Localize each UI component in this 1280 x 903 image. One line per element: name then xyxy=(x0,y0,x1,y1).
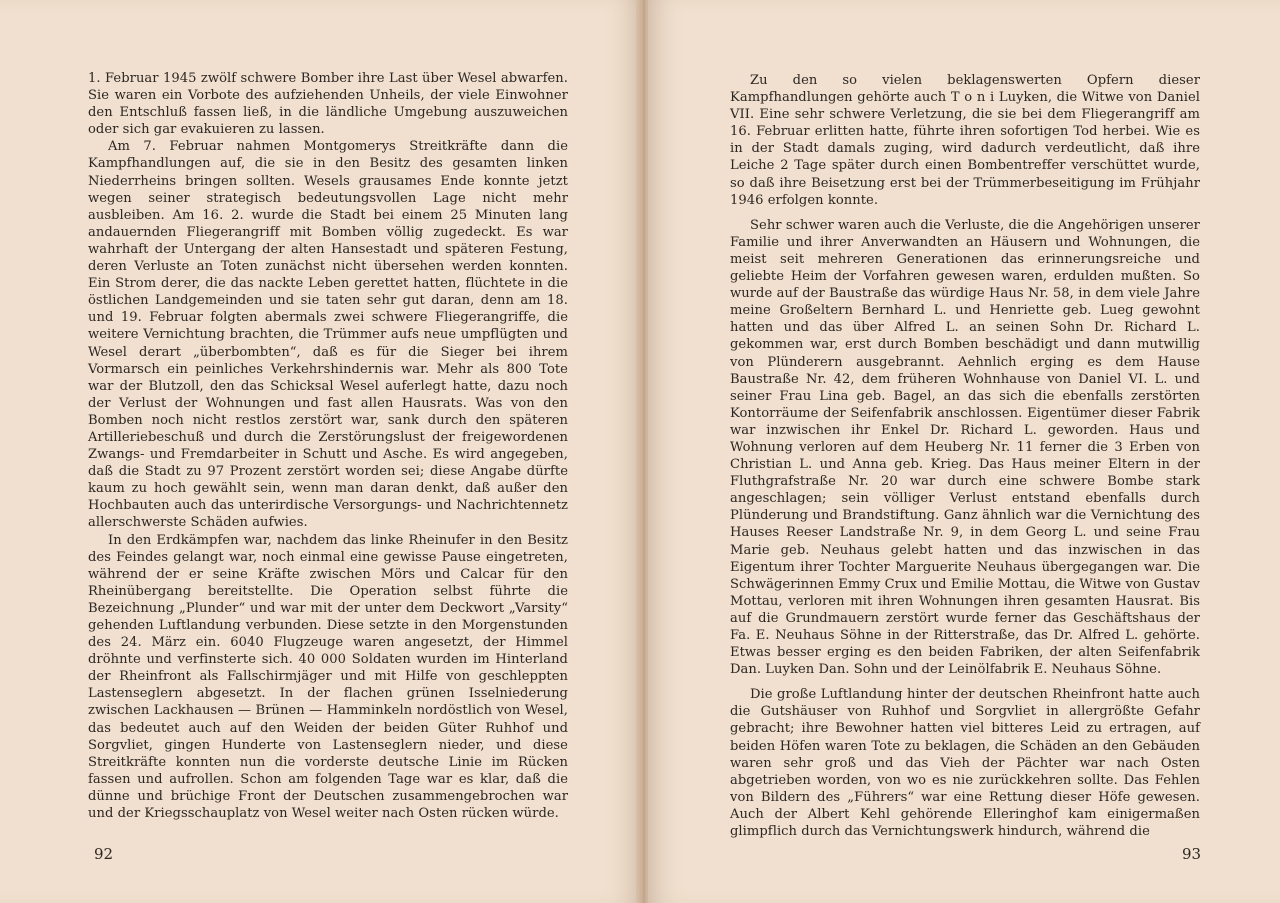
paragraph: Sehr schwer waren auch die Verluste, die die Angehörigen unserer Familie und ihrer Anverwandten an Häusern und Wohnungen, die meist seit mehreren Generationen das erinnerungsreiche und geliebte Heim der Vorfahren gewesen waren, erdulden mußten. So wurde auf der Baustraße das würdige Haus Nr. 58, in dem viele Jahre meine Großeltern Bernhard L. und Henriette geb. Lueg gewohnt hatten und das über Alfred L. an seinen Sohn Dr. Richard L. gekommen war, erst durch Bomben beschädigt und dann mutwillig von Plünderern ausgebrannt. Aehnlich erging es dem Hause Baustraße Nr. 42, dem früheren Wohnhause von Daniel VI. L. und seiner Frau Lina geb. Bagel, an das sich die ebenfalls zerstörten Kontorräume der Seifenfabrik anschlossen. Eigentümer dieser Fabrik war inzwischen ihr Enkel Dr. Richard L. geworden. Haus und Wohnung verloren auf dem Heuberg Nr. 11 ferner die 3 Erben von Christian L. und Anna geb. Krieg. Das Haus meiner Eltern in der Fluthgrafstraße Nr. 20 war durch eine schwere Bombe stark angeschlagen; sein völliger Verlust entstand ebenfalls durch Plünderung und Brandstiftung. Ganz ähnlich war die Vernichtung des Hauses Reeser Landstraße Nr. 9, in dem Georg L. und seine Frau Marie geb. Neuhaus gelebt hatten und das inzwischen in das Eigentum ihrer Tochter Marguerite Neuhaus übergegangen war. Die Schwägerinnen Emmy Crux und Emilie Mottau, die Witwe von Gustav Mottau, verloren mit ihren Wohnungen ihren gesamten Hausrat. Bis auf die Grundmauern zerstört wurde ferner das Geschäftshaus der Fa. E. Neuhaus Söhne in der Ritterstraße, das Dr. Alfred L. gehörte. Etwas besser erging es den beiden Fabriken, der alten Seifenfabrik Dan. Luyken Dan. Sohn und der Leinölfabrik E. Neuhaus Söhne. xyxy=(730,217,1200,678)
page-number: 93 xyxy=(1182,845,1202,863)
right-page-text xyxy=(730,72,1200,840)
paragraph: Die große Luftlandung hinter der deutschen Rheinfront hatte auch die Gutshäuser von Ruhhof und Sorgvliet in allergrößte Gefahr gebracht; ihre Bewohner hatten viel bitteres Leid zu ertragen, auf beiden Höfen waren Tote zu beklagen, die Schäden an den Gebäuden waren sehr groß und das Vieh der Pächter war nach Osten abgetrieben worden, von wo es nie zurückkehren sollte. Das Fehlen von Bildern des „Führers“ war eine Rettung dieser Höfe gewesen. Auch der Albert Kehl gehörende Elleringhof kam einigermaßen glimpflich durch das Vernichtungswerk hindurch, während die xyxy=(730,687,1200,840)
paragraph: In den Erdkämpfen war, nachdem das linke Rheinufer in den Besitz des Feindes gelangt war, noch einmal eine gewisse Pause eingetreten, während der er seine Kräfte zwischen Mörs und Calcar für den Rheinübergang bereitstellte. Die Operation selbst führte die Bezeichnung „Plunder“ und war mit der unter dem Deckwort „Varsity“ gehenden Luftlandung verbunden. Diese setzte in den Morgenstunden des 24. März ein. 6040 Flugzeuge waren angesetzt, der Himmel dröhnte und verfinsterte sich. 40 000 Soldaten wurden im Hinterland der Rheinfront als Fallschirmjäger und mit Hilfe von geschleppten Lastenseglern abgesetzt. In der flachen grünen Isselniederung zwischen Lackhausen — Brünen — Hamminkeln nordöstlich von Wesel, das bedeutet auch auf den Weiden der beiden Güter Ruhhof und Sorgvliet, gingen Hunderte von Lastenseglern nieder, und diese Streitkräfte konnten nun die vorderste deutsche Linie im Rücken fassen und aufrollen. Schon am folgenden Tage war es klar, daß die dünne und brüchige Front der Deutschen zusammengebrochen war und der Kriegsschauplatz von Wesel weiter nach Osten rücken würde. xyxy=(88,532,568,822)
paragraph: 1. Februar 1945 zwölf schwere Bomber ihre Last über Wesel abwarfen. Sie waren ein Vorbote des aufziehenden Unheils, der viele Einwohner den Entschluß fassen ließ, in die ländliche Umgebung auszuweichen oder sich gar evakuieren zu lassen. xyxy=(88,71,568,138)
paragraph: Am 7. Februar nahmen Montgomerys Streitkräfte dann die Kampfhandlungen auf, die sie in den Besitz des gesamten linken Niederrheins bringen sollten. Wesels grausames Ende konnte jetzt wegen seiner strategisch bedeutungsvollen Lage nicht mehr ausbleiben. Am 16. 2. wurde die Stadt bei einem 25 Minuten lang andauernden Fliegerangriff mit Bomben völlig zugedeckt. Es war wahrhaft der Untergang der alten Hansestadt und späteren Festung, deren Verluste an Toten zunächst nicht übersehen werden konnten. Ein Strom derer, die das nackte Leben gerettet hatten, flüchtete in die östlichen Landgemeinden und sie taten sehr gut daran, denn am 18. und 19. Februar folgten abermals zwei schwere Fliegerangriffe, die weitere Vernichtung brachten, die Trümmer aufs neue umpflügten und Wesel derart „überbombten“, daß es für die Sieger bei ihrem Vormarsch ein peinliches Verkehrshindernis war. Mehr als 800 Tote war der Blutzoll, den das Schicksal Wesel auferlegt hatte, dazu noch der Verlust der Wohnungen und fast allen Hausrats. Was von den Bomben noch nicht restlos zerstört war, sank durch den späteren Artilleriebeschuß und durch die Zerstörungslust der freigewordenen Zwangs- und Fremdarbeiter in Schutt und Asche. Es wird angegeben, daß die Stadt zu 97 Prozent zerstört worden sei; diese Angabe dürfte kaum zu hoch gewählt sein, wenn man daran denkt, daß außer den Hochbauten auch das unterirdische Versorgungs- und Nachrichtennetz allerschwerste Schäden aufwies. xyxy=(88,139,568,531)
page-number: 92 xyxy=(94,845,114,863)
paragraph: Zu den so vielen beklagenswerten Opfern dieser Kampfhandlungen gehörte auch T o n i Luyken, die Witwe von Daniel VII. Eine sehr schwere Verletzung, die sie bei dem Fliegerangriff am 16. Februar erlitten hatte, führte ihren sofortigen Tod herbei. Wie es in der Stadt damals zuging, wird dadurch verdeutlicht, daß ihre Leiche 2 Tage später durch einen Bombentreffer verschüttet wurde, so daß ihre Beisetzung erst bei der Trümmerbeseitigung im Frühjahr 1946 erfolgen konnte. xyxy=(730,73,1200,208)
left-page-text xyxy=(88,70,568,822)
right-page xyxy=(648,0,1280,903)
